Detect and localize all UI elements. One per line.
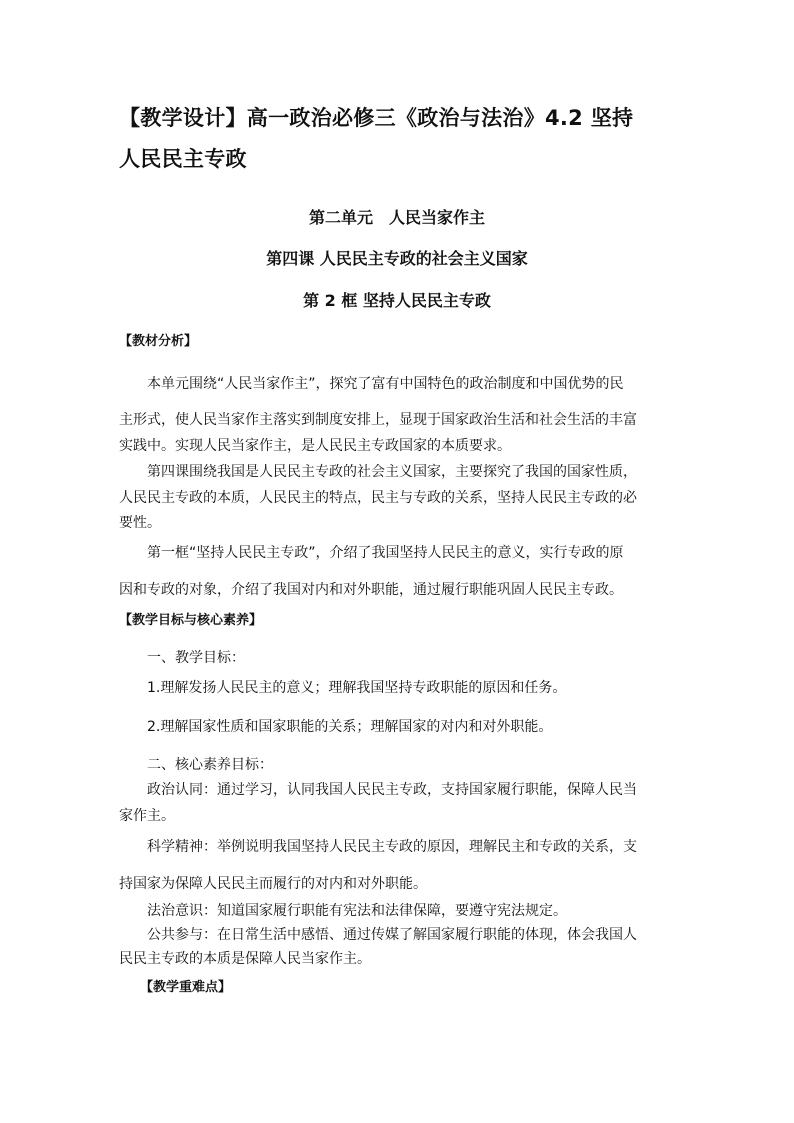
teaching-goal-1: 1.理解发扬人民民主的意义；理解我国坚持专政职能的原因和任务。 (147, 680, 567, 696)
document-title-line-1: 【教学设计】高一政治必修三《政治与法治》4.2 坚持 (119, 106, 634, 130)
goals-subheading-core: 二、核心素养目标： (147, 757, 273, 773)
core-rule-of-law: 法治意识：知道国家履行职能有宪法和法律保障，要遵守宪法规定。 (147, 903, 567, 919)
core-political-identity-line-1: 政治认同：通过学习，认同我国人民民主专政，支持国家履行职能，保障人民当 (147, 782, 637, 798)
core-public-participation-line-1: 公共参与：在日常生活中感悟、通过传媒了解国家履行职能的体现，体会我国人 (147, 927, 637, 943)
core-political-identity-line-2: 家作主。 (119, 808, 175, 824)
frame-heading: 第 2 框 坚持人民民主专政 (303, 291, 491, 310)
analysis-paragraph-1-line-1: 本单元围绕“人民当家作主”，探究了富有中国特色的政治制度和中国优势的民 (147, 376, 624, 392)
analysis-paragraph-2-line-3: 要性。 (119, 515, 161, 531)
teaching-goal-2: 2.理解国家性质和国家职能的关系；理解国家的对内和对外职能。 (147, 719, 553, 735)
section-heading-key-points: 【教学重难点】 (140, 980, 232, 995)
core-scientific-spirit-line-1: 科学精神：举例说明我国坚持人民民主专政的原因，理解民主和专政的关系，支 (147, 839, 637, 855)
analysis-paragraph-1-line-3: 实践中。实现人民当家作主，是人民民主专政国家的本质要求。 (119, 438, 511, 454)
unit-heading: 第二单元 人民当家作主 (308, 208, 485, 227)
analysis-paragraph-3-line-1: 第一框“坚持人民民主专政”，介绍了我国坚持人民民主的意义，实行专政的原 (147, 545, 624, 561)
goals-subheading-teaching: 一、教学目标： (147, 650, 245, 666)
analysis-paragraph-3-line-2: 因和专政的对象，介绍了我国对内和对外职能，通过履行职能巩固人民民主专政。 (119, 582, 623, 598)
analysis-paragraph-1-line-2: 主形式，使人民当家作主落实到制度安排上，显现于国家政治生活和社会生活的丰富 (119, 412, 637, 428)
section-heading-analysis: 【教材分析】 (119, 334, 198, 349)
core-scientific-spirit-line-2: 持国家为保障人民民主而履行的对内和对外职能。 (119, 876, 427, 892)
section-heading-goals: 【教学目标与核心素养】 (119, 613, 263, 628)
document-title-line-2: 人民民主专政 (119, 147, 247, 171)
lesson-heading: 第四课 人民民主专政的社会主义国家 (266, 249, 528, 268)
core-public-participation-line-2: 民民主专政的本质是保障人民当家作主。 (119, 951, 371, 967)
analysis-paragraph-2-line-1: 第四课围绕我国是人民民主专政的社会主义国家，主要探究了我国的国家性质， (147, 464, 637, 480)
analysis-paragraph-2-line-2: 人民民主专政的本质，人民民主的特点，民主与专政的关系，坚持人民民主专政的必 (119, 490, 637, 506)
